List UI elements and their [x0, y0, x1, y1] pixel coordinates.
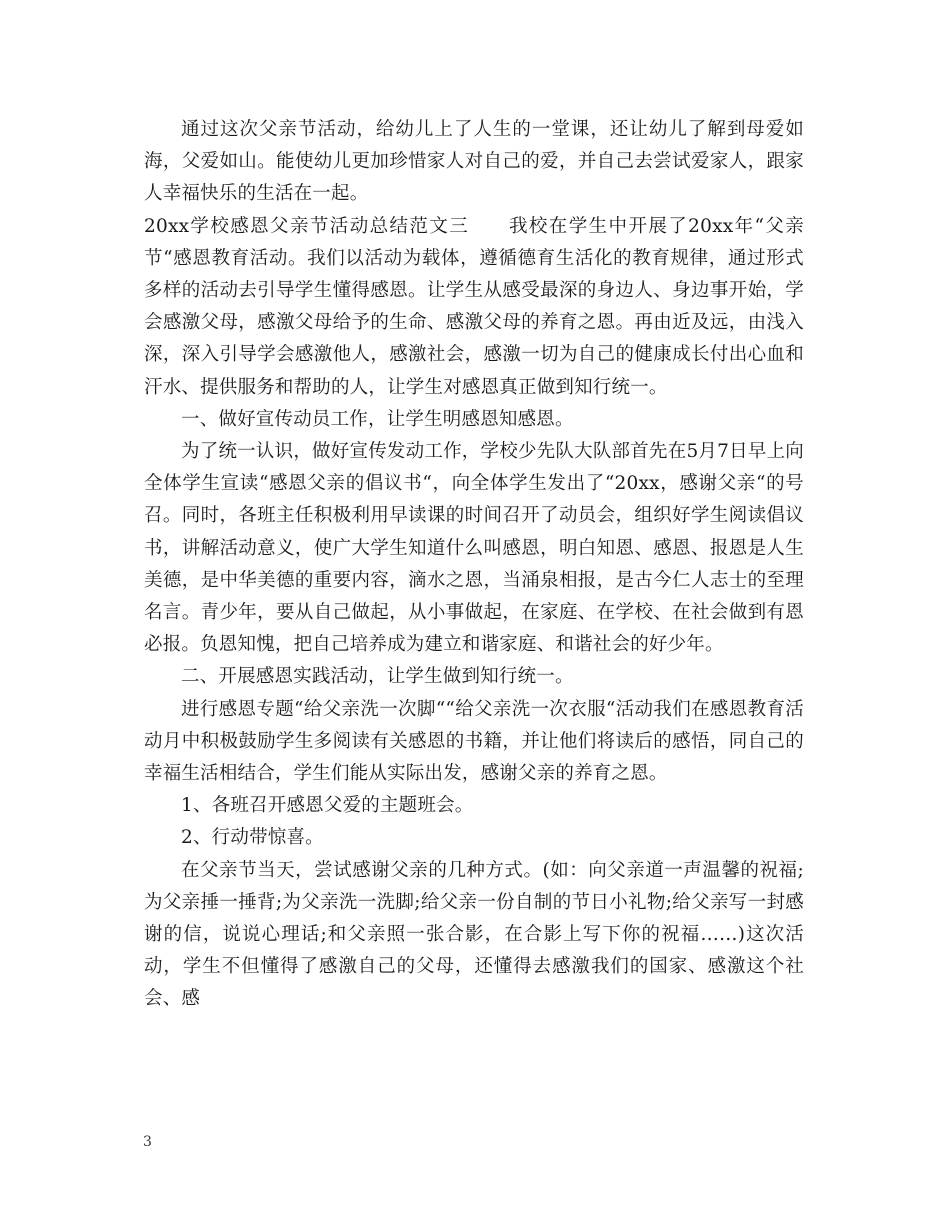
- document-body: [144, 114, 804, 1016]
- list-item-class-meeting: 1、各班召开感恩父爱的主题班会。: [181, 795, 474, 817]
- section-heading-practice: 二、开展感恩实践活动，让学生做到知行统一。: [181, 666, 574, 688]
- section-heading-publicity: 一、做好宣传动员工作，让学生明感恩知感恩。: [181, 408, 574, 430]
- paragraph-fathers-day-actions: 在父亲节当天，尝试感谢父亲的几种方式。(如：向父亲道一声温馨的祝福;为父亲捶一捶背;为父亲洗一洗脚;给父亲一份自制的节日小礼物;给父亲写一封感谢的信，说说心理话;和父亲照一张合影，在合影上写下你的祝福……)这次活动，学生不但懂得了感激自己的父母，还懂得去感激我们的国家、感激这个社会、感: [144, 859, 804, 1010]
- page-number: 3: [143, 1134, 152, 1150]
- paragraph-publicity: 为了统一认识，做好宣传发动工作，学校少先队大队部首先在5月7日早上向全体学生宣读“感恩父亲的倡议书“，向全体学生发出了“20xx，感谢父亲“的号召。同时，各班主任积极利用早读课的时间召开了动员会，组织好学生阅读倡议书，讲解活动意义，使广大学生知道什么叫感恩，明白知恩、感恩、报恩是人生美德，是中华美德的重要内容，滴水之恩，当涌泉相报，是古今仁人志士的至理名言。青少年，要从自己做起，从小事做起，在家庭、在学校、在社会做到有恩必报。负恩知愧，把自己培养成为建立和谐家庭、和谐社会的好少年。: [144, 441, 804, 656]
- paragraph-intro: 通过这次父亲节活动，给幼儿上了人生的一堂课，还让幼儿了解到母爱如海，父爱如山。能使幼儿更加珍惜家人对自己的爱，并自己去尝试爱家人，跟家人幸福快乐的生活在一起。: [144, 119, 804, 205]
- paragraph-essay-title-and-overview: 20xx学校感恩父亲节活动总结范文三 我校在学生中开展了20xx年“父亲节“感恩教育活动。我们以活动为载体，遵循德育生活化的教育规律，通过形式多样的活动去引导学生懂得感恩。让学生从感受最深的身边人、身边事开始，学会感激父母，感激父母给予的生命、感激父母的养育之恩。再由近及远，由浅入深，深入引导学会感激他人，感激社会，感激一切为自己的健康成长付出心血和汗水、提供服务和帮助的人，让学生对感恩真正做到知行统一。: [144, 215, 804, 398]
- paragraph-practice: 进行感恩专题“给父亲洗一次脚““给父亲洗一次衣服“活动我们在感恩教育活动月中积极鼓励学生多阅读有关感恩的书籍，并让他们将读后的感悟，同自己的幸福生活相结合，学生们能从实际出发，感谢父亲的养育之恩。: [144, 698, 804, 785]
- list-item-surprise: 2、行动带惊喜。: [181, 827, 324, 849]
